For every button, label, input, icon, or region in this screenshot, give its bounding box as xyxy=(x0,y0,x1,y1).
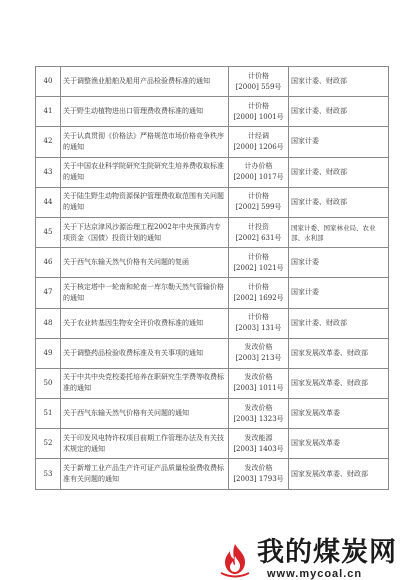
table-row xyxy=(36,248,389,278)
document-number-prefix: 发改能源 xyxy=(244,433,273,442)
document-number xyxy=(229,368,289,398)
row-number: 42 xyxy=(36,127,61,157)
document-number xyxy=(229,338,289,368)
row-number: 41 xyxy=(36,97,61,127)
row-number: 52 xyxy=(36,429,61,459)
document-number xyxy=(229,429,289,459)
issuing-department: 国家发展改革委、财政部 xyxy=(289,459,389,489)
document-number xyxy=(229,157,289,187)
table-row xyxy=(36,217,389,247)
document-number-code: [2003] 1323号 xyxy=(233,414,284,423)
issuing-department: 国家发展改革委、财政部 xyxy=(289,368,389,398)
document-number-code: [2000] 1206号 xyxy=(233,142,284,151)
document-number xyxy=(229,248,289,278)
document-number-code: [2003] 131号 xyxy=(235,324,282,333)
document-number-code: [2003] 1793号 xyxy=(233,475,284,484)
issuing-department: 国家计委、财政部 xyxy=(289,157,389,187)
row-number: 47 xyxy=(36,278,61,308)
flame-logo-icon xyxy=(217,542,253,578)
document-title: 关于核定塔中一轮南和轮南一库尔勒天然气管输价格的通知 xyxy=(61,278,229,308)
document-number-prefix: 计价格 xyxy=(248,313,269,322)
row-number: 48 xyxy=(36,308,61,338)
document-number-prefix: 计价格 xyxy=(248,101,269,110)
document-number-prefix: 发改价格 xyxy=(244,373,273,382)
issuing-department: 国家计委、财政部 xyxy=(289,97,389,127)
document-number-code: [2000] 559号 xyxy=(235,82,282,91)
document-title: 关于野生动植物进出口管理费收费标准的通知 xyxy=(61,97,229,127)
document-title: 关于陆生野生动物资源保护管理费收取范围有关问题的通知 xyxy=(61,187,229,217)
table-row xyxy=(36,399,389,429)
issuing-department: 国家计委 xyxy=(289,278,389,308)
row-number: 49 xyxy=(36,338,61,368)
document-title: 关于西气东输天然气价格有关问题的通知 xyxy=(61,399,229,429)
document-number xyxy=(229,308,289,338)
document-number xyxy=(229,67,289,97)
document-title: 关于新增工业产品生产许可证产品质量检验费收费标准有关问题的通知 xyxy=(61,459,229,489)
document-number-prefix: 发改价格 xyxy=(244,343,273,352)
issuing-department: 国家计委 xyxy=(289,248,389,278)
document-number-code: [2002] 631号 xyxy=(235,233,282,242)
issuing-department: 国家计委、财政部 xyxy=(289,187,389,217)
table-row xyxy=(36,278,389,308)
document-number-prefix: 计价格 xyxy=(248,252,269,261)
document-title: 关于农业转基因生物安全评价收费标准的通知 xyxy=(61,308,229,338)
document-number-code: [2003] 1403号 xyxy=(233,444,284,453)
document-number-code: [2003] 1011号 xyxy=(233,384,284,393)
table-row xyxy=(36,157,389,187)
row-number: 50 xyxy=(36,368,61,398)
table-row xyxy=(36,187,389,217)
issuing-department: 国家计委、财政部 xyxy=(289,67,389,97)
document-title: 关于中共中央党校委托培养在职研究生学费等收费标准的通知 xyxy=(61,368,229,398)
document-number xyxy=(229,217,289,247)
document-number-prefix: 计投资 xyxy=(248,222,269,231)
document-title: 关于西气东输天然气价格有关问题的复函 xyxy=(61,248,229,278)
document-number-prefix: 计价格 xyxy=(248,192,269,201)
row-number: 45 xyxy=(36,217,61,247)
table-row xyxy=(36,67,389,97)
document-title: 关于认真贯彻《价格法》严格规范市场价格竞争秩序的通知 xyxy=(61,127,229,157)
document-number-prefix: 发改价格 xyxy=(244,403,273,412)
document-title: 关于印发风电特许权项目前期工作管理办法及有关技术规定的通知 xyxy=(61,429,229,459)
document-title: 关于中国农业科学院研究生院研究生培养费收取标准的通知 xyxy=(61,157,229,187)
table-row xyxy=(36,127,389,157)
issuing-department: 国家计委 xyxy=(289,127,389,157)
issuing-department: 国家发展改革委、财政部 xyxy=(289,338,389,368)
row-number: 46 xyxy=(36,248,61,278)
document-number-prefix: 计价格 xyxy=(248,71,269,80)
document-number-code: [2002] 1692号 xyxy=(233,293,284,302)
document-number-code: [2002] 1021号 xyxy=(233,263,284,272)
document-number xyxy=(229,278,289,308)
row-number: 53 xyxy=(36,459,61,489)
issuing-department: 国家计委、国家林业局、农业部、水利部 xyxy=(289,217,389,247)
document-number xyxy=(229,399,289,429)
table-row xyxy=(36,308,389,338)
document-number-code: [2000] 1001号 xyxy=(233,112,284,121)
row-number: 40 xyxy=(36,67,61,97)
table-row xyxy=(36,459,389,489)
document-number-code: [2002] 599号 xyxy=(235,203,282,212)
document-number-code: [2000] 1017号 xyxy=(233,173,284,182)
row-number: 44 xyxy=(36,187,61,217)
document-number-code: [2003] 213号 xyxy=(235,354,282,363)
row-number: 51 xyxy=(36,399,61,429)
table-row xyxy=(36,429,389,459)
document-number xyxy=(229,97,289,127)
brand-name: 我的煤炭网 xyxy=(257,537,397,568)
issuing-department: 国家计委、财政部 xyxy=(289,308,389,338)
footer-watermark xyxy=(205,538,410,580)
row-number: 43 xyxy=(36,157,61,187)
table-row xyxy=(36,338,389,368)
table-row xyxy=(36,97,389,127)
table-row xyxy=(36,368,389,398)
document-number-prefix: 计经调 xyxy=(248,131,269,140)
table-body xyxy=(36,67,389,490)
document-number-prefix: 计价格 xyxy=(248,282,269,291)
document-title: 关于调整药品检验收费标准及有关事项的通知 xyxy=(61,338,229,368)
document-title: 关于调整渔业船舶及船用产品检验费标准的通知 xyxy=(61,67,229,97)
document-title: 关于下达京津风沙源治理工程2002年中央预算内专项资金（国债）投资计划的通知 xyxy=(61,217,229,247)
issuing-department: 国家发展改革委 xyxy=(289,399,389,429)
document-table xyxy=(35,66,389,490)
issuing-department: 国家发展改革委 xyxy=(289,429,389,459)
document-number xyxy=(229,127,289,157)
document-number-prefix: 计办价格 xyxy=(244,162,273,171)
brand-url: www.mycoal.cn xyxy=(267,568,363,580)
document-number-prefix: 发改价格 xyxy=(244,464,273,473)
document-number xyxy=(229,459,289,489)
document-number xyxy=(229,187,289,217)
